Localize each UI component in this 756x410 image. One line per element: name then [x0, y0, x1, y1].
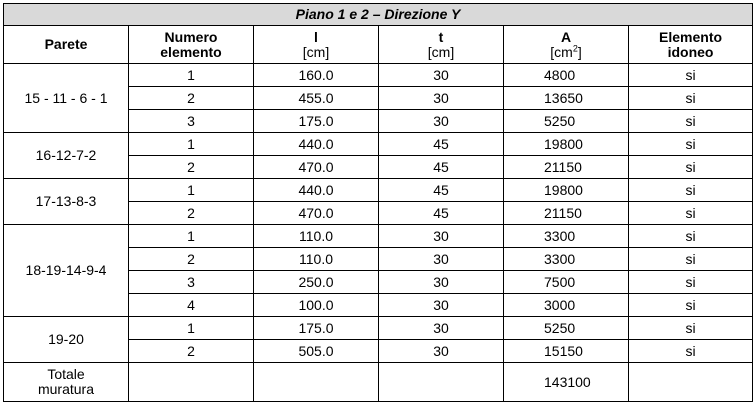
area-cell: 5250 [504, 110, 629, 133]
area-cell: 19800 [504, 179, 629, 202]
table-row [4, 179, 753, 202]
total-area-value: 143100 [504, 363, 629, 402]
idoneo-cell: si [629, 294, 753, 317]
thickness-cell: 30 [379, 340, 504, 363]
length-cell: 100.0 [254, 294, 379, 317]
area-cell: 19800 [504, 133, 629, 156]
area-cell: 3300 [504, 225, 629, 248]
length-cell: 175.0 [254, 110, 379, 133]
idoneo-cell: si [629, 248, 753, 271]
header-length: l [cm] [254, 26, 379, 64]
numero-cell: 3 [129, 271, 254, 294]
area-cell: 15150 [504, 340, 629, 363]
idoneo-cell: si [629, 340, 753, 363]
thickness-cell: 30 [379, 110, 504, 133]
numero-cell: 1 [129, 179, 254, 202]
idoneo-cell: si [629, 225, 753, 248]
thickness-cell: 30 [379, 87, 504, 110]
area-cell: 3000 [504, 294, 629, 317]
wall-elements-table [3, 3, 753, 402]
table-body [4, 64, 753, 363]
thickness-cell: 45 [379, 156, 504, 179]
length-cell: 440.0 [254, 179, 379, 202]
parete-cell: 17-13-8-3 [4, 179, 129, 225]
area-cell: 5250 [504, 317, 629, 340]
numero-cell: 3 [129, 110, 254, 133]
total-empty-cell [629, 363, 753, 402]
numero-cell: 1 [129, 133, 254, 156]
header-numero-elemento: Numero elemento [129, 26, 254, 64]
numero-cell: 2 [129, 87, 254, 110]
area-cell: 4800 [504, 64, 629, 87]
parete-cell: 18-19-14-9-4 [4, 225, 129, 317]
length-cell: 160.0 [254, 64, 379, 87]
header-elemento-idoneo: Elemento idoneo [629, 26, 753, 64]
length-cell: 470.0 [254, 202, 379, 225]
idoneo-cell: si [629, 87, 753, 110]
length-cell: 440.0 [254, 133, 379, 156]
area-cell: 3300 [504, 248, 629, 271]
area-cell: 21150 [504, 202, 629, 225]
table-title: Piano 1 e 2 – Direzione Y [4, 4, 753, 26]
table-row [4, 225, 753, 248]
idoneo-cell: si [629, 156, 753, 179]
thickness-cell: 30 [379, 248, 504, 271]
idoneo-cell: si [629, 202, 753, 225]
total-empty-cell [254, 363, 379, 402]
table-row [4, 133, 753, 156]
header-parete: Parete [4, 26, 129, 64]
thickness-cell: 30 [379, 64, 504, 87]
area-cell: 13650 [504, 87, 629, 110]
length-cell: 455.0 [254, 87, 379, 110]
numero-cell: 4 [129, 294, 254, 317]
length-cell: 505.0 [254, 340, 379, 363]
total-empty-cell [379, 363, 504, 402]
header-area: A $[cm^2]$ [504, 26, 629, 64]
header-row [4, 26, 753, 64]
idoneo-cell: si [629, 64, 753, 87]
length-cell: 110.0 [254, 225, 379, 248]
numero-cell: 2 [129, 156, 254, 179]
thickness-cell: 30 [379, 225, 504, 248]
idoneo-cell: si [629, 133, 753, 156]
length-cell: 110.0 [254, 248, 379, 271]
length-cell: 470.0 [254, 156, 379, 179]
idoneo-cell: si [629, 271, 753, 294]
table-row [4, 317, 753, 340]
total-row [4, 363, 753, 402]
total-label: Totale muratura [4, 363, 129, 402]
total-empty-cell [129, 363, 254, 402]
area-cell: 7500 [504, 271, 629, 294]
thickness-cell: 30 [379, 271, 504, 294]
thickness-cell: 45 [379, 179, 504, 202]
thickness-cell: 30 [379, 317, 504, 340]
table-row [4, 64, 753, 87]
numero-cell: 2 [129, 202, 254, 225]
numero-cell: 1 [129, 317, 254, 340]
numero-cell: 2 [129, 340, 254, 363]
area-cell: 21150 [504, 156, 629, 179]
numero-cell: 2 [129, 248, 254, 271]
length-cell: 250.0 [254, 271, 379, 294]
parete-cell: 19-20 [4, 317, 129, 363]
thickness-cell: 45 [379, 202, 504, 225]
thickness-cell: 45 [379, 133, 504, 156]
header-thickness: t [cm] [379, 26, 504, 64]
thickness-cell: 30 [379, 294, 504, 317]
numero-cell: 1 [129, 225, 254, 248]
parete-cell: 16-12-7-2 [4, 133, 129, 179]
length-cell: 175.0 [254, 317, 379, 340]
idoneo-cell: si [629, 179, 753, 202]
idoneo-cell: si [629, 110, 753, 133]
numero-cell: 1 [129, 64, 254, 87]
idoneo-cell: si [629, 317, 753, 340]
parete-cell: 15 - 11 - 6 - 1 [4, 64, 129, 133]
